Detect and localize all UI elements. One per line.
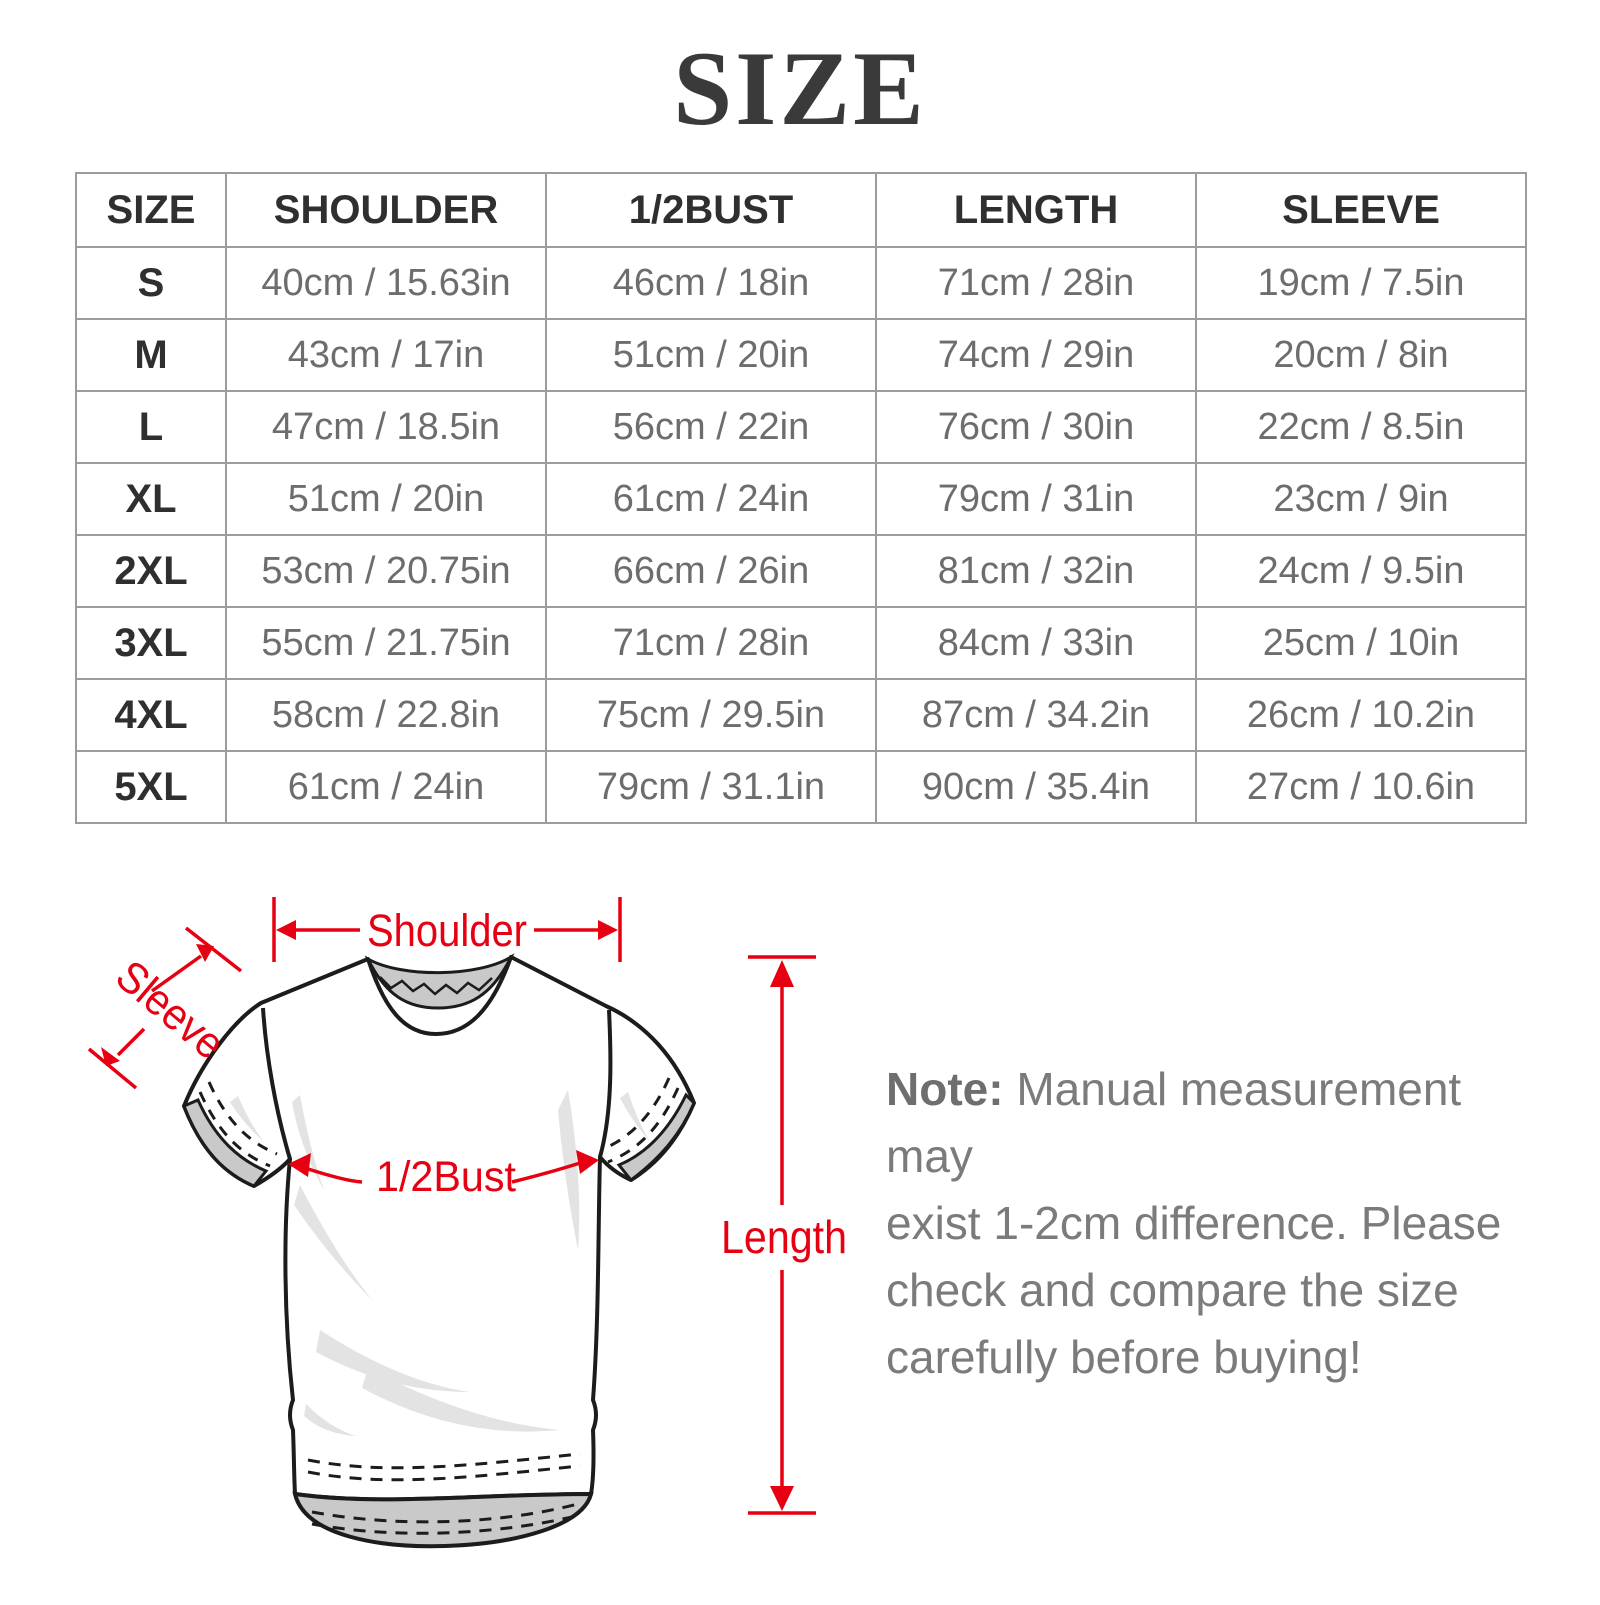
note-line: check and compare the size bbox=[886, 1264, 1459, 1316]
tshirt-drawing bbox=[184, 957, 694, 1546]
measurement-cell: 71cm / 28in bbox=[876, 247, 1196, 319]
measurement-cell: 71cm / 28in bbox=[546, 607, 876, 679]
note-line bbox=[886, 1056, 1516, 1190]
note-label: Note: bbox=[886, 1063, 1004, 1115]
table-row bbox=[76, 607, 1526, 679]
table-row bbox=[76, 535, 1526, 607]
size-cell: 3XL bbox=[76, 607, 226, 679]
measurement-cell: 23cm / 9in bbox=[1196, 463, 1526, 535]
header-cell-length: LENGTH bbox=[876, 173, 1196, 247]
size-cell: 5XL bbox=[76, 751, 226, 823]
measurement-cell: 79cm / 31in bbox=[876, 463, 1196, 535]
measurement-cell: 43cm / 17in bbox=[226, 319, 546, 391]
size-cell: 4XL bbox=[76, 679, 226, 751]
measurement-cell: 20cm / 8in bbox=[1196, 319, 1526, 391]
size-cell: M bbox=[76, 319, 226, 391]
note-text bbox=[886, 1056, 1516, 1391]
table-row bbox=[76, 463, 1526, 535]
table-row bbox=[76, 751, 1526, 823]
size-cell: S bbox=[76, 247, 226, 319]
measurement-cell: 61cm / 24in bbox=[226, 751, 546, 823]
table-row bbox=[76, 391, 1526, 463]
measurement-cell: 74cm / 29in bbox=[876, 319, 1196, 391]
table-row bbox=[76, 679, 1526, 751]
size-cell: 2XL bbox=[76, 535, 226, 607]
measurement-cell: 22cm / 8.5in bbox=[1196, 391, 1526, 463]
measurement-cell: 27cm / 10.6in bbox=[1196, 751, 1526, 823]
measurement-cell: 58cm / 22.8in bbox=[226, 679, 546, 751]
header-cell-size: SIZE bbox=[76, 173, 226, 247]
table-row bbox=[76, 319, 1526, 391]
measurement-cell: 51cm / 20in bbox=[546, 319, 876, 391]
sleeve-label: Sleeve bbox=[106, 951, 242, 1076]
measurement-cell: 26cm / 10.2in bbox=[1196, 679, 1526, 751]
size-chart-table bbox=[75, 172, 1527, 824]
measurement-cell: 40cm / 15.63in bbox=[226, 247, 546, 319]
measurement-cell: 90cm / 35.4in bbox=[876, 751, 1196, 823]
table-row bbox=[76, 247, 1526, 319]
note-line: carefully before buying! bbox=[886, 1331, 1362, 1383]
measurement-cell: 84cm / 33in bbox=[876, 607, 1196, 679]
page-title: SIZE bbox=[673, 30, 927, 147]
header-cell-sleeve: SLEEVE bbox=[1196, 173, 1526, 247]
measurement-cell: 81cm / 32in bbox=[876, 535, 1196, 607]
header-cell-bust: 1/2BUST bbox=[546, 173, 876, 247]
measurement-cell: 87cm / 34.2in bbox=[876, 679, 1196, 751]
measurement-cell: 47cm / 18.5in bbox=[226, 391, 546, 463]
measurement-cell: 24cm / 9.5in bbox=[1196, 535, 1526, 607]
measurement-cell: 61cm / 24in bbox=[546, 463, 876, 535]
measurement-cell: 75cm / 29.5in bbox=[546, 679, 876, 751]
measurement-cell: 66cm / 26in bbox=[546, 535, 876, 607]
measurement-cell: 51cm / 20in bbox=[226, 463, 546, 535]
size-cell: L bbox=[76, 391, 226, 463]
shoulder-measure-arrow bbox=[274, 897, 620, 962]
length-label: Length bbox=[721, 1211, 847, 1263]
hem-underside bbox=[295, 1494, 591, 1546]
measurement-cell: 25cm / 10in bbox=[1196, 607, 1526, 679]
note-line-text: Manual measurement may bbox=[886, 1063, 1462, 1182]
length-measure-arrow bbox=[721, 957, 847, 1513]
header-cell-shoulder: SHOULDER bbox=[226, 173, 546, 247]
shoulder-label: Shoulder bbox=[367, 905, 528, 956]
measurement-cell: 56cm / 22in bbox=[546, 391, 876, 463]
note-line: exist 1-2cm difference. Please bbox=[886, 1197, 1502, 1249]
measurement-cell: 19cm / 7.5in bbox=[1196, 247, 1526, 319]
measurement-cell: 46cm / 18in bbox=[546, 247, 876, 319]
measurement-cell: 53cm / 20.75in bbox=[226, 535, 546, 607]
measurement-cell: 76cm / 30in bbox=[876, 391, 1196, 463]
bust-label: 1/2Bust bbox=[376, 1153, 517, 1201]
size-cell: XL bbox=[76, 463, 226, 535]
table-header-row bbox=[76, 173, 1526, 247]
measurement-cell: 55cm / 21.75in bbox=[226, 607, 546, 679]
measurement-cell: 79cm / 31.1in bbox=[546, 751, 876, 823]
tshirt-measurement-diagram bbox=[60, 860, 880, 1600]
